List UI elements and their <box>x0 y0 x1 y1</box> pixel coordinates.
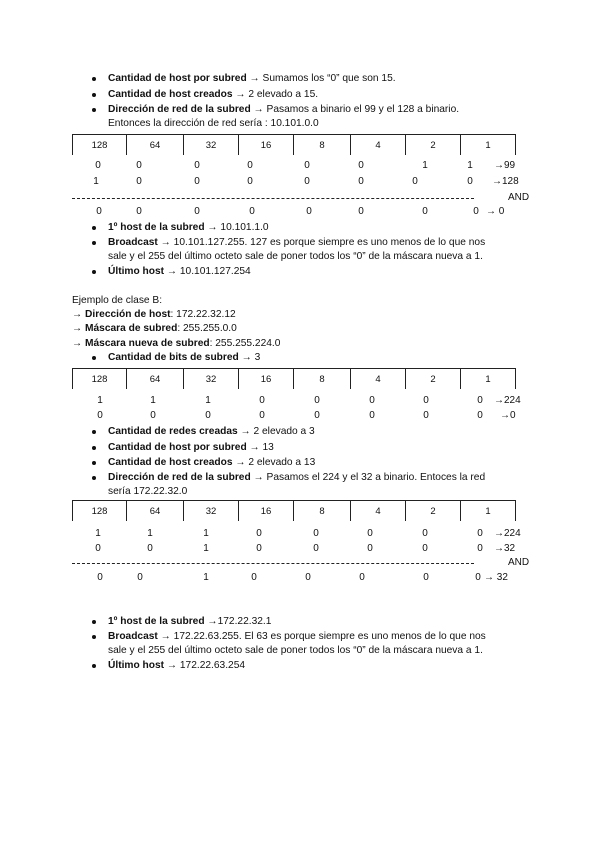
arrow-item: → Máscara de subred: 255.255.0.0 <box>72 323 237 334</box>
bullet-item: Dirección de red de la subred → Pasamos el 224 y el 32 a binario. Entoces la red <box>108 472 486 483</box>
decimal-result: → 0 <box>486 206 505 217</box>
bullet-dot <box>92 430 96 434</box>
bullet-dot <box>92 241 96 245</box>
section-heading: Ejemplo de clase B: <box>72 295 163 306</box>
weight-cell: 128 <box>72 135 127 155</box>
binary-row: 1 0 0 0 0 0 0 0 <box>93 176 473 187</box>
weight-cell: 64 <box>127 501 184 521</box>
binary-row: 1 1 1 0 0 0 0 0 <box>95 528 483 539</box>
binary-result-row: 0 0 1 0 0 0 0 0 <box>97 572 481 583</box>
and-label: AND <box>508 192 530 203</box>
arrow-item: → Máscara nueva de subred: 255.255.224.0 <box>72 338 281 349</box>
weight-cell: 4 <box>351 135 406 155</box>
weight-cell: 32 <box>184 369 239 389</box>
weight-cell: 1 <box>461 369 516 389</box>
weight-cell: 64 <box>127 369 184 389</box>
bullet-dot <box>92 446 96 450</box>
binary-weights-table <box>72 134 516 156</box>
dashed-divider <box>72 563 474 564</box>
bullet-continuation: sale y el 255 del último octeto sale de poner todos los “0” de la máscara nueva a 1. <box>108 251 483 262</box>
bullet-item: 1º host de la subred → 10.101.1.0 <box>108 222 269 233</box>
bullet-dot <box>92 356 96 360</box>
bullet-item: Último host → 10.101.127.254 <box>108 266 251 277</box>
binary-result-row: 0 0 0 0 0 0 0 0 <box>96 206 479 217</box>
binary-row: 1 1 1 0 0 0 0 0 <box>97 395 483 406</box>
weight-cell: 2 <box>406 501 461 521</box>
weight-cell: 1 <box>461 501 516 521</box>
arrow-item: → Dirección de host: 172.22.32.12 <box>72 309 236 320</box>
bullet-continuation: Entonces la dirección de red sería : 10.101.0.0 <box>108 118 319 129</box>
binary-weights-table <box>72 368 516 390</box>
binary-weights-table <box>72 500 516 522</box>
bullet-item: Dirección de red de la subred → Pasamos a binario el 99 y el 128 a binario. <box>108 104 460 115</box>
weight-cell: 8 <box>294 369 351 389</box>
weight-cell: 16 <box>239 501 294 521</box>
weight-cell: 16 <box>239 135 294 155</box>
weight-cell: 4 <box>351 501 406 521</box>
weight-cell: 2 <box>406 369 461 389</box>
bullet-item: Cantidad de host creados → 2 elevado a 15. <box>108 89 319 100</box>
bullet-item: Cantidad de host por subred → Sumamos los “0” que son 15. <box>108 73 396 84</box>
bullet-dot <box>92 461 96 465</box>
dashed-divider <box>72 198 474 199</box>
weight-cell: 32 <box>184 501 239 521</box>
binary-row: 0 0 0 0 0 0 1 1 <box>95 160 473 171</box>
bullet-continuation: sería 172.22.32.0 <box>108 486 188 497</box>
weight-cell: 4 <box>351 369 406 389</box>
binary-row: 0 0 1 0 0 0 0 0 <box>95 543 483 554</box>
decimal-result: →224 <box>494 528 521 539</box>
bullet-dot <box>92 77 96 81</box>
binary-row: 0 0 0 0 0 0 0 0 <box>97 410 483 421</box>
bullet-dot <box>92 620 96 624</box>
weight-cell: 128 <box>72 501 127 521</box>
bullet-item: 1º host de la subred →172.22.32.1 <box>108 616 272 627</box>
bullet-dot <box>92 476 96 480</box>
bullet-continuation: sale y el 255 del último octeto sale de poner todos los “0” de la máscara nueva a 1. <box>108 645 483 656</box>
bullet-item: Cantidad de bits de subred → 3 <box>108 352 261 363</box>
bullet-dot <box>92 664 96 668</box>
bullet-dot <box>92 635 96 639</box>
bullet-dot <box>92 226 96 230</box>
weight-cell: 8 <box>294 135 351 155</box>
weight-cell: 16 <box>239 369 294 389</box>
and-label: AND <box>508 557 530 568</box>
bullet-dot <box>92 93 96 97</box>
bullet-item: Último host → 172.22.63.254 <box>108 660 246 671</box>
weight-cell: 1 <box>461 135 516 155</box>
bullet-dot <box>92 270 96 274</box>
weight-cell: 64 <box>127 135 184 155</box>
decimal-result: →99 <box>494 160 516 171</box>
decimal-result: →224 <box>494 395 521 406</box>
weight-cell: 32 <box>184 135 239 155</box>
decimal-result: →0 <box>500 410 516 421</box>
bullet-item: Cantidad de host por subred → 13 <box>108 442 274 453</box>
decimal-result: → 32 <box>484 572 508 583</box>
weight-cell: 8 <box>294 501 351 521</box>
bullet-item: Broadcast → 10.101.127.255. 127 es porque siempre es uno menos de lo que nos <box>108 237 486 248</box>
decimal-result: →32 <box>494 543 516 554</box>
bullet-item: Broadcast → 172.22.63.255. El 63 es porque siempre es uno menos de lo que nos <box>108 631 486 642</box>
bullet-item: Cantidad de host creados → 2 elevado a 13 <box>108 457 316 468</box>
weight-cell: 2 <box>406 135 461 155</box>
bullet-dot <box>92 108 96 112</box>
bullet-item: Cantidad de redes creadas → 2 elevado a 3 <box>108 426 315 437</box>
decimal-result: →128 <box>492 176 519 187</box>
weight-cell: 128 <box>72 369 127 389</box>
